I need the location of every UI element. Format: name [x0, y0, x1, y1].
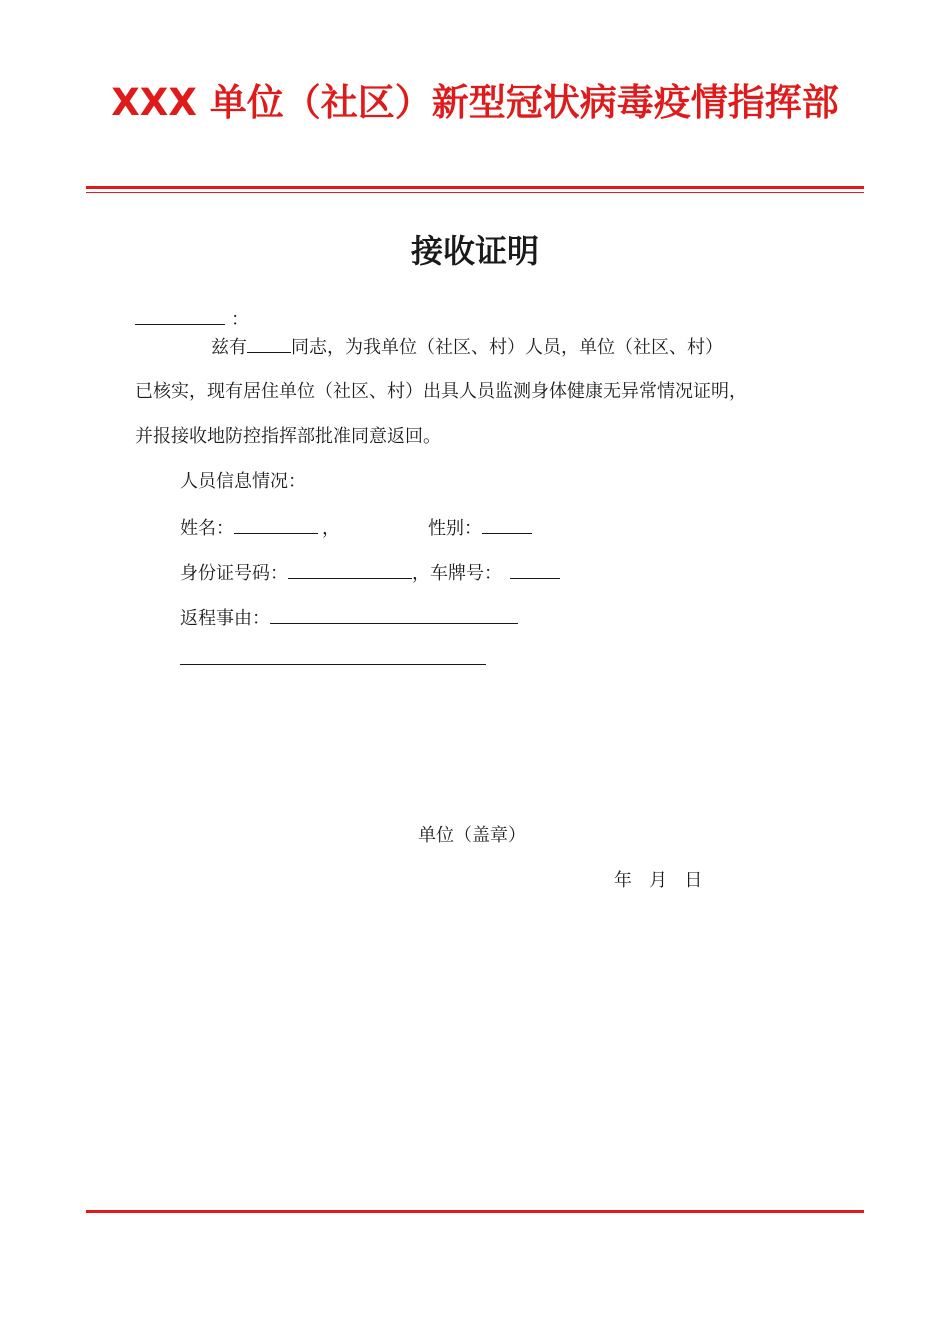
seal-label: 单位（盖章）: [418, 825, 526, 846]
info-heading: 人员信息情况：: [180, 471, 306, 492]
para1-suffix: 同志，为我单位（社区、村）人员，单位（社区、村）: [291, 337, 723, 358]
name-label: 姓名：: [180, 518, 234, 539]
paragraph-line-3: 并报接收地防控指挥部批准同意返回。: [135, 426, 441, 447]
id-row: [180, 560, 560, 586]
id-label: 身份证号码：: [180, 563, 288, 584]
salutation-line: [135, 306, 249, 332]
document-title: 接收证明: [410, 232, 539, 270]
footer-rule: [86, 1210, 864, 1213]
reason-row: [180, 605, 518, 631]
date-label: 年 月 日: [614, 870, 703, 891]
paragraph-line-1: [211, 334, 723, 360]
plate-label: ，车牌号：: [412, 563, 502, 584]
person-name-blank: [247, 334, 291, 353]
para1-prefix: 兹有: [211, 337, 247, 358]
name-row: [180, 515, 340, 541]
salutation-colon: ：: [231, 309, 249, 330]
id-blank: [288, 560, 412, 579]
name-blank: [234, 515, 318, 534]
plate-blank: [510, 560, 560, 579]
reason-blank: [270, 605, 518, 624]
gender-row: [428, 515, 532, 541]
gender-blank: [482, 515, 532, 534]
gender-label: 性别：: [428, 518, 482, 539]
letterhead-rule-thin: [86, 192, 864, 193]
paragraph-line-2: 已核实，现有居住单位（社区、村）出具人员监测身体健康无异常情况证明，: [135, 381, 747, 402]
reason-label: 返程事由：: [180, 608, 270, 629]
letterhead-rule-thick: [86, 186, 864, 189]
letterhead-title: XXX 单位（社区）新型冠状病毒疫情指挥部: [111, 81, 839, 124]
name-separator: ，: [322, 518, 340, 539]
reason-continuation-blank: [180, 664, 486, 665]
recipient-blank: [135, 306, 225, 325]
